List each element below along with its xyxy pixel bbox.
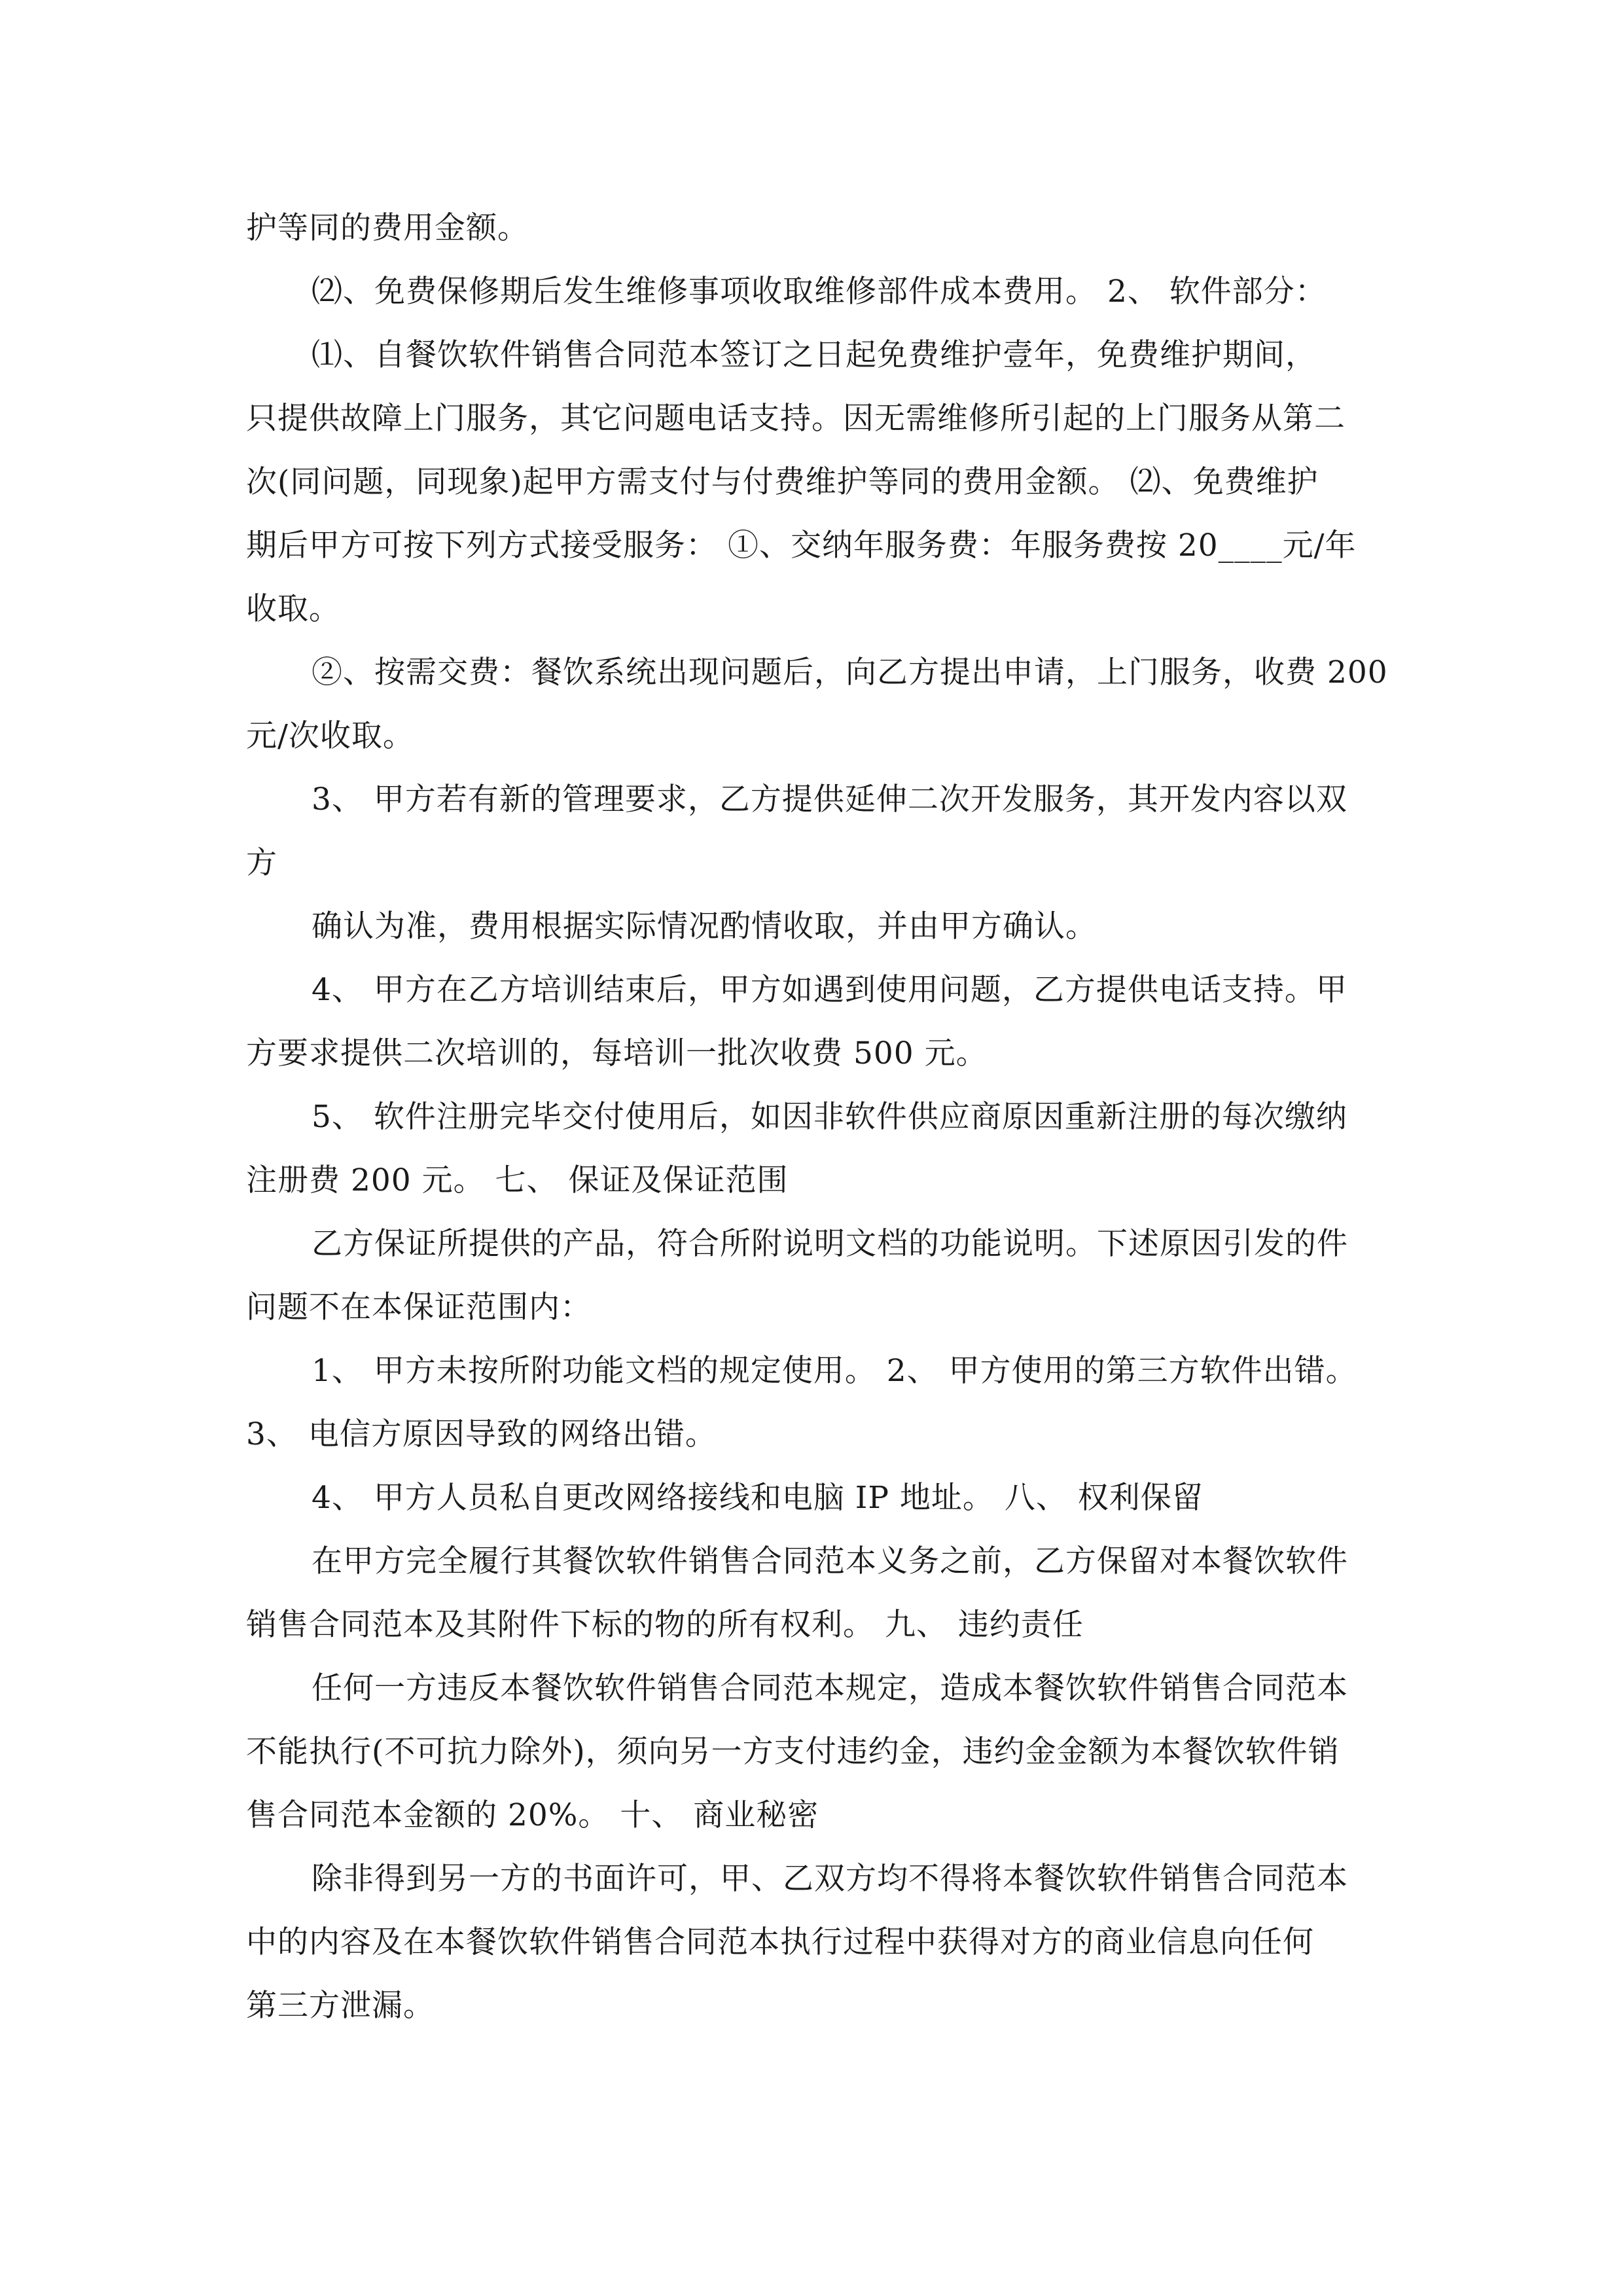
text-line: ⑴、自餐饮软件销售合同范本签订之日起免费维护壹年，免费维护期间， <box>312 337 1317 373</box>
document-body <box>246 196 1388 2037</box>
text-line: 问题不在本保证范围内： <box>246 1289 592 1325</box>
text-line: 3、 电信方原因导致的网络出错。 <box>246 1416 717 1452</box>
text-line: 除非得到另一方的书面许可，甲、乙双方均不得将本餐饮软件销售合同范本 <box>312 1861 1348 1897</box>
text-line: 确认为准，费用根据实际情况酌情收取，并由甲方确认。 <box>312 908 1097 944</box>
text-line: 注册费 200 元。 七、 保证及保证范围 <box>246 1162 789 1198</box>
text-line: 收取。 <box>246 591 340 627</box>
text-line: 方 <box>246 845 277 881</box>
text-line: 售合同范本金额的 20%。 十、 商业秘密 <box>246 1797 819 1833</box>
text-line: 期后甲方可按下列方式接受服务： ①、交纳年服务费：年服务费按 20____元/年 <box>246 528 1357 564</box>
text-line: ⑵、免费保修期后发生维修事项收取维修部件成本费用。 2、 软件部分： <box>312 274 1327 310</box>
text-line: 方要求提供二次培训的，每培训一批次收费 500 元。 <box>246 1035 988 1071</box>
text-line: 4、 甲方在乙方培训结束后，甲方如遇到使用问题，乙方提供电话支持。甲 <box>312 972 1347 1008</box>
text-line: 在甲方完全履行其餐饮软件销售合同范本义务之前，乙方保留对本餐饮软件 <box>312 1543 1348 1579</box>
text-line: 3、 甲方若有新的管理要求，乙方提供延伸二次开发服务，其开发内容以双 <box>312 781 1347 817</box>
text-line: 中的内容及在本餐饮软件销售合同范本执行过程中获得对方的商业信息向任何 <box>246 1924 1314 1960</box>
text-line: 只提供故障上门服务，其它问题电话支持。因无需维修所引起的上门服务从第二 <box>246 401 1346 437</box>
text-line: 第三方泄漏。 <box>246 1988 435 2024</box>
text-line: 4、 甲方人员私自更改网络接线和电脑 IP 地址。 八、 权利保留 <box>312 1480 1204 1516</box>
text-line: 1、 甲方未按所附功能文档的规定使用。 2、 甲方使用的第三方软件出错。 <box>312 1353 1357 1389</box>
text-line: ②、按需交费：餐饮系统出现问题后，向乙方提出申请，上门服务，收费 200 <box>312 655 1388 691</box>
text-line: 元/次收取。 <box>246 718 414 754</box>
text-line: 销售合同范本及其附件下标的物的所有权利。 九、 违约责任 <box>246 1607 1084 1643</box>
text-line: 任何一方违反本餐饮软件销售合同范本规定，造成本餐饮软件销售合同范本 <box>312 1670 1348 1706</box>
text-line: 不能执行(不可抗力除外)，须向另一方支付违约金，违约金金额为本餐饮软件销 <box>246 1734 1340 1770</box>
text-line: 5、 软件注册完毕交付使用后，如因非软件供应商原因重新注册的每次缴纳 <box>312 1099 1347 1135</box>
text-line: 护等同的费用金额。 <box>246 210 529 246</box>
text-line: 乙方保证所提供的产品，符合所附说明文档的功能说明。下述原因引发的件 <box>312 1226 1348 1262</box>
text-line: 次(同问题，同现象)起甲方需支付与付费维护等同的费用金额。 ⑵、免费维护 <box>246 464 1319 500</box>
